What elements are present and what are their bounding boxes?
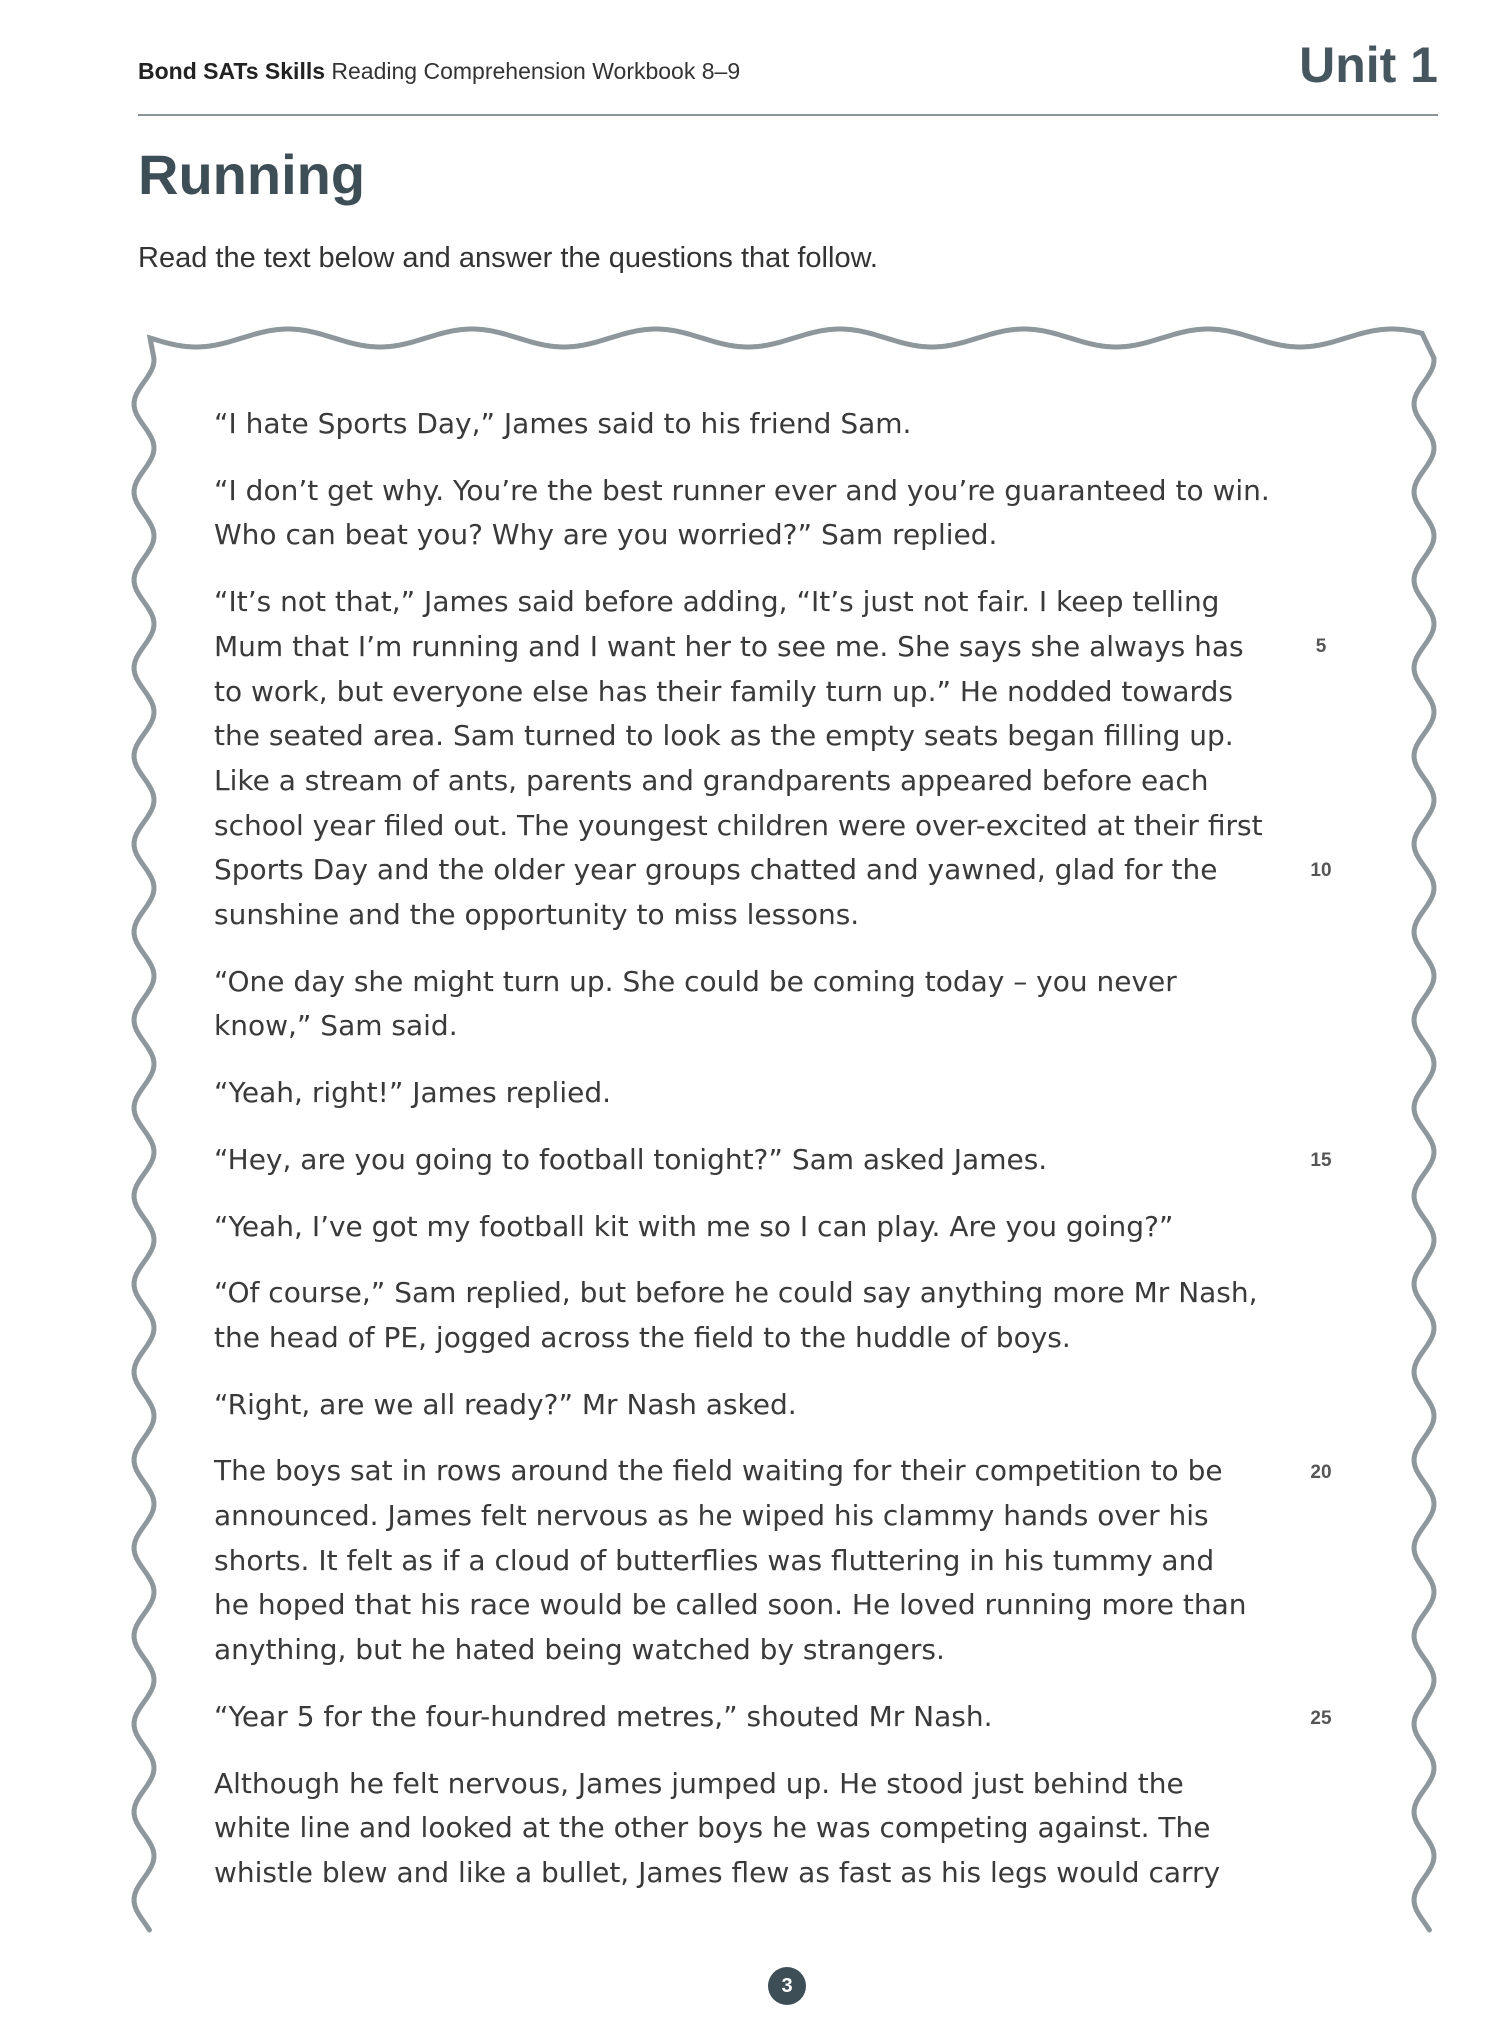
story-paragraph: Although he felt nervous, James jumped up. He stood just behind the white line and looked at the other boys he was competing against. The whistle blew and like a bullet, James flew as fast as his legs would carry — [214, 1766, 1221, 1889]
story-paragraph: “One day she might turn up. She could be coming today – you never know,” Sam said. — [214, 964, 1177, 1043]
story-paragraph: “I don’t get why. You’re the best runner ever and you’re guaranteed to win. Who can beat you? Why are you worried?” Sam replied. — [214, 473, 1270, 552]
header-divider — [138, 114, 1438, 116]
story-paragraph: “Yeah, I’ve got my football kit with me so I can play. Are you going?” — [214, 1209, 1174, 1243]
story-paragraph: “Hey, are you going to football tonight?” Sam asked James. — [214, 1142, 1048, 1176]
unit-label: Unit 1 — [1299, 37, 1438, 93]
series-subtitle: Reading Comprehension Workbook 8–9 — [331, 58, 741, 84]
page-number-badge: 3 — [768, 1967, 806, 2005]
series-title — [138, 58, 740, 85]
series-brand: Bond SATs Skills — [138, 58, 326, 84]
story-text — [214, 402, 1274, 1918]
story-paragraph: “Right, are we all ready?” Mr Nash asked. — [214, 1387, 797, 1421]
story-paragraph: “I hate Sports Day,” James said to his friend Sam. — [214, 407, 912, 440]
line-number: 25 — [1310, 1708, 1332, 1729]
line-number: 5 — [1315, 636, 1327, 657]
story-paragraph: “It’s not that,” James said before adding, “It’s just not fair. I keep telling Mum that I’m running and I want her to see me. She says she always has to work, but everyone else has their family turn up.” He nodded towards the seated area. Sam turned to look as the empty seats began filling up. Like a stream of ants, parents and grandparents appeared before each school year filed out. The youngest children were over-excited at their first Sports Day and the older year groups chatted and yawned, glad for the sunshine and the opportunity to miss lessons. — [214, 585, 1263, 932]
story-paragraph: The boys sat in rows around the field waiting for their competition to be announced. James felt nervous as he wiped his clammy hands over his shorts. It felt as if a cloud of butterflies was fluttering in his tummy and he hoped that his race would be called soon. He loved running more than anything, but he hated being watched by strangers. — [214, 1454, 1247, 1667]
line-number: 15 — [1310, 1150, 1332, 1171]
line-number: 20 — [1310, 1462, 1332, 1483]
instructions: Read the text below and answer the questions that follow. — [138, 242, 878, 274]
line-number: 10 — [1310, 860, 1332, 881]
story-paragraph: “Year 5 for the four-hundred metres,” shouted Mr Nash. — [214, 1699, 993, 1733]
story-paragraph: “Yeah, right!” James replied. — [214, 1076, 612, 1110]
page-title: Running — [138, 143, 366, 206]
story-paragraph: “Of course,” Sam replied, but before he could say anything more Mr Nash, the head of PE, jogged across the field to the huddle of boys. — [214, 1276, 1258, 1354]
page-header — [138, 36, 1438, 116]
